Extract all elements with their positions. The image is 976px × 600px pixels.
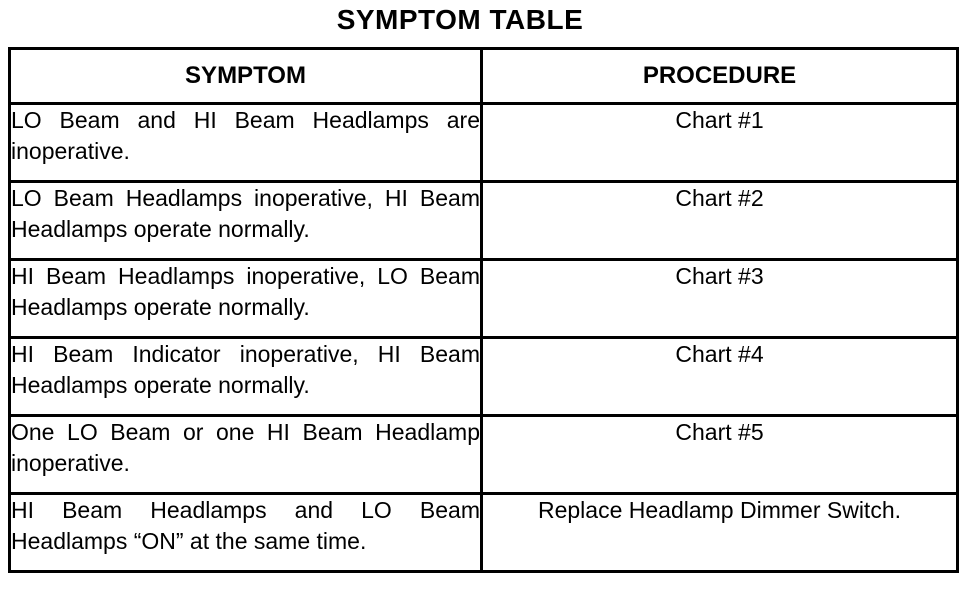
- table-row: [10, 416, 958, 494]
- table-header-row: [10, 49, 958, 104]
- symptom-table: [8, 47, 959, 573]
- symptom-cell: One LO Beam or one HI Beam Headlamp inoperative.: [10, 416, 482, 494]
- procedure-cell: Chart #1: [482, 104, 958, 182]
- procedure-cell: Chart #2: [482, 182, 958, 260]
- table-row: [10, 260, 958, 338]
- symptom-cell: LO Beam and HI Beam Headlamps are inoperative.: [10, 104, 482, 182]
- table-title: SYMPTOM TABLE: [336, 4, 584, 35]
- table-row: [10, 338, 958, 416]
- procedure-cell: Replace Headlamp Dimmer Switch.: [482, 494, 958, 572]
- procedure-cell: Chart #4: [482, 338, 958, 416]
- table-row: [10, 182, 958, 260]
- symptom-cell: LO Beam Headlamps inoperative, HI Beam Headlamps operate normally.: [10, 182, 482, 260]
- symptom-cell: HI Beam Headlamps inoperative, LO Beam Headlamps operate normally.: [10, 260, 482, 338]
- symptom-column-header: SYMPTOM: [10, 49, 482, 104]
- procedure-column-header: PROCEDURE: [482, 49, 958, 104]
- procedure-cell: Chart #3: [482, 260, 958, 338]
- symptom-cell: HI Beam Indicator inoperative, HI Beam Headlamps operate normally.: [10, 338, 482, 416]
- table-row: [10, 104, 958, 182]
- procedure-cell: Chart #5: [482, 416, 958, 494]
- symptom-cell: HI Beam Headlamps and LO Beam Headlamps “ON” at the same time.: [10, 494, 482, 572]
- table-row: [10, 494, 958, 572]
